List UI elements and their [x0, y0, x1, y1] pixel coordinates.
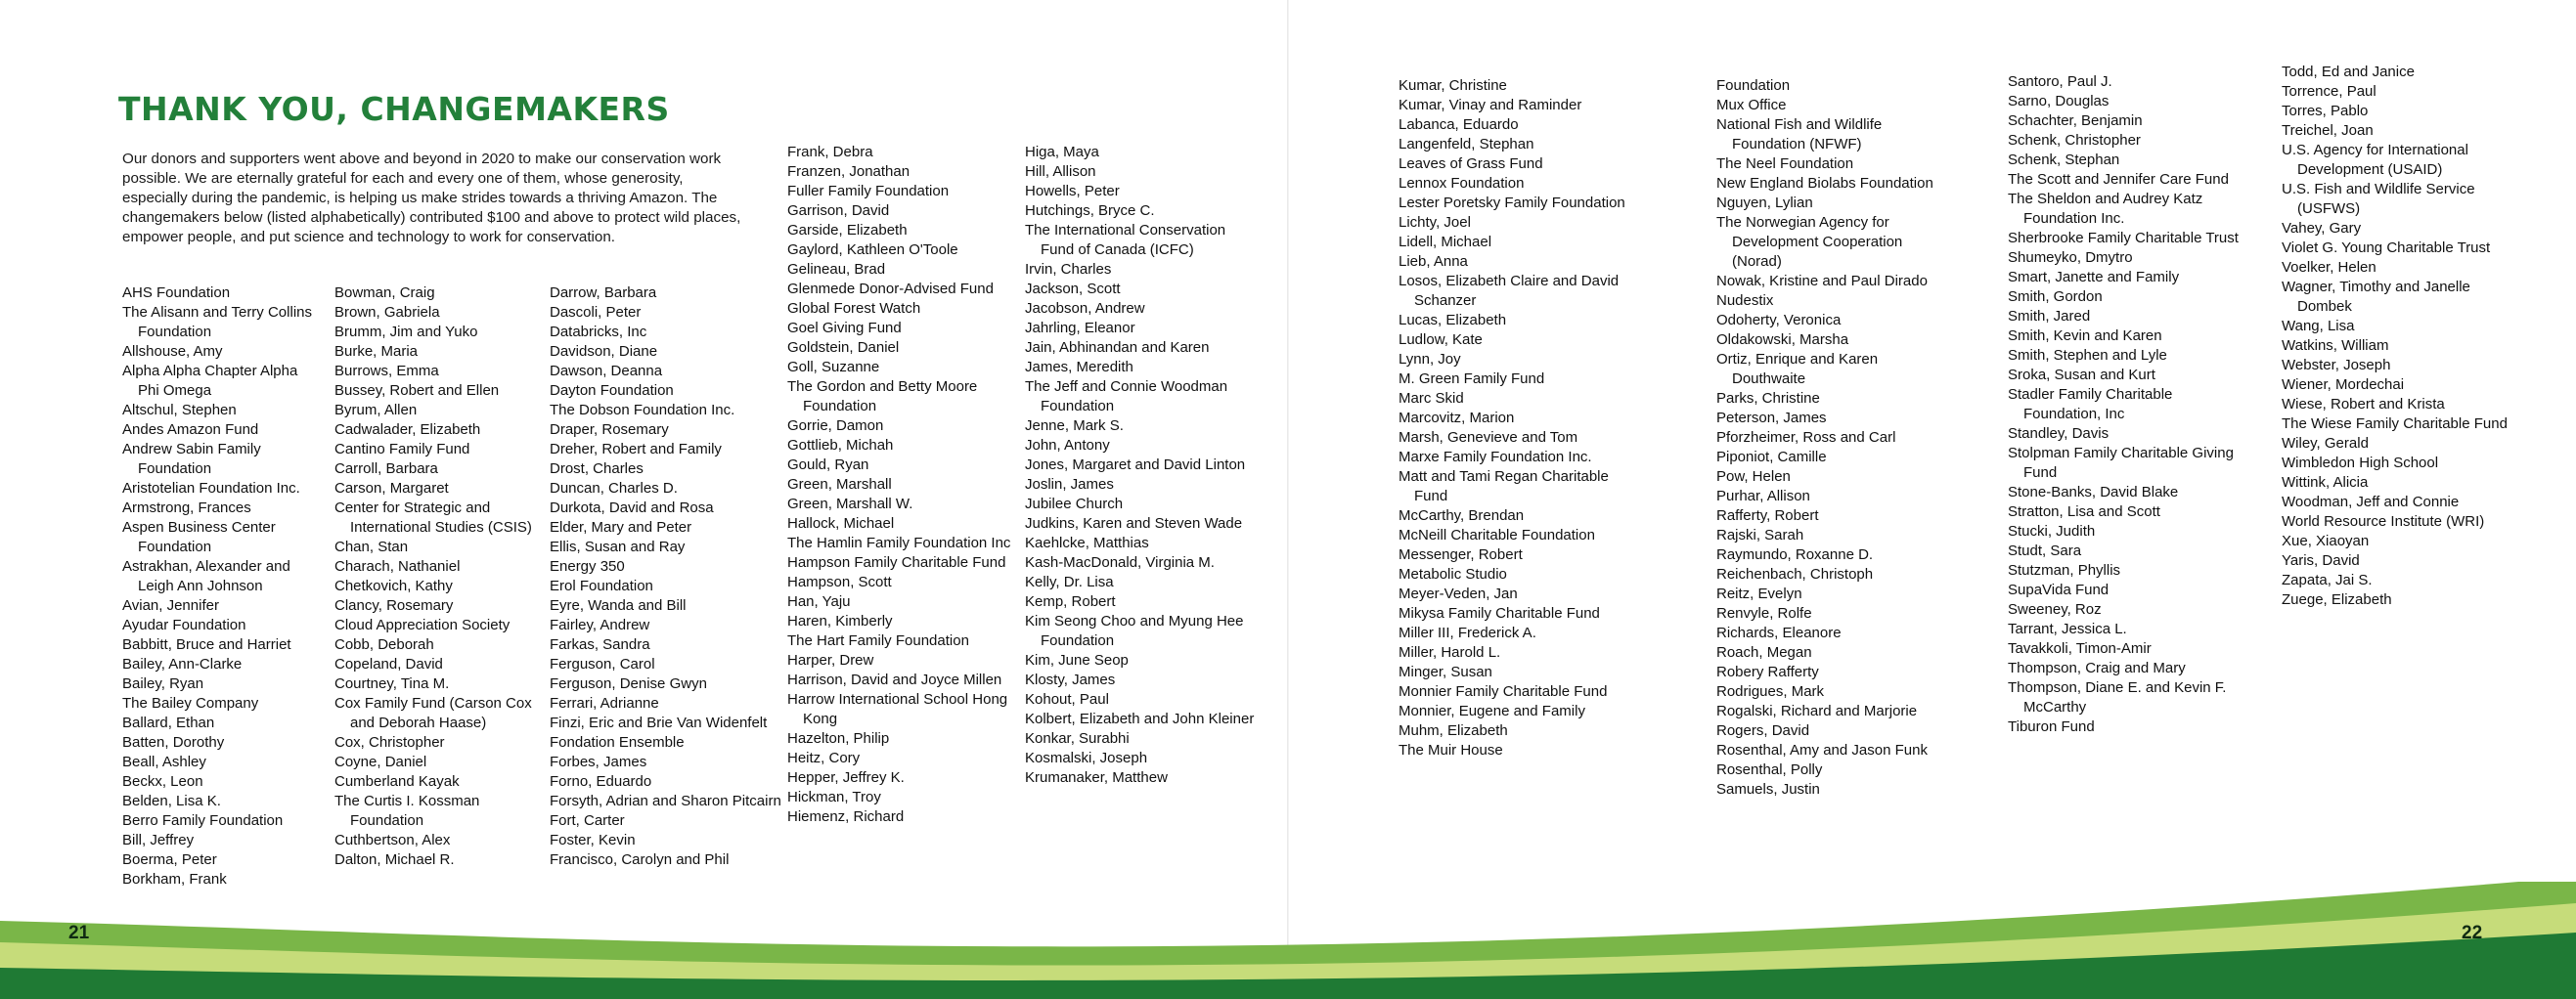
donor-name: Stadler Family Charitable Foundation, Inc	[2008, 386, 2173, 422]
donor-name: Mikysa Family Charitable Fund	[1399, 605, 1600, 622]
donor-name: Stone-Banks, David Blake	[2008, 484, 2179, 500]
donor-name: Lidell, Michael	[1399, 234, 1492, 250]
donor-name: Jacobson, Andrew	[1025, 300, 1145, 317]
donor-name: Drost, Charles	[550, 460, 644, 477]
donor-name: Joslin, James	[1025, 476, 1114, 493]
donor-name: Aspen Business Center Foundation	[122, 519, 276, 555]
donor-name: Tarrant, Jessica L.	[2008, 621, 2127, 637]
donor-name: Altschul, Stephen	[122, 402, 237, 418]
donor-name: Samuels, Justin	[1716, 781, 1820, 798]
donor-name: Glenmede Donor-Advised Fund	[787, 281, 994, 297]
donor-name: Franzen, Jonathan	[787, 163, 910, 180]
donor-name: New England Biolabs Foundation	[1716, 175, 1933, 192]
donor-name: Dayton Foundation	[550, 382, 674, 399]
donor-name: Avian, Jennifer	[122, 597, 219, 614]
donor-name: Foundation	[1716, 77, 1791, 94]
donor-name: Gorrie, Damon	[787, 417, 884, 434]
donor-name: Lynn, Joy	[1399, 351, 1461, 368]
donor-name: Lichty, Joel	[1399, 214, 1471, 231]
donor-name: Judkins, Karen and Steven Wade	[1025, 515, 1243, 532]
donor-name: Han, Yaju	[787, 593, 851, 610]
donor-name: AHS Foundation	[122, 284, 231, 301]
donor-name: The Hart Family Foundation	[787, 632, 969, 649]
donor-name: Babbitt, Bruce and Harriet	[122, 636, 291, 653]
donor-name: U.S. Agency for International Development (USAID)	[2282, 142, 2468, 178]
donor-name: Rogalski, Richard and Marjorie	[1716, 703, 1918, 719]
donor-name: Cox, Christopher	[334, 734, 445, 751]
donor-name: Courtney, Tina M.	[334, 675, 450, 692]
donor-name: Boerma, Peter	[122, 851, 217, 868]
donor-name: Global Forest Watch	[787, 300, 921, 317]
donor-name: Matt and Tami Regan Charitable Fund	[1399, 468, 1609, 504]
donor-name: Ferguson, Carol	[550, 656, 655, 673]
donor-name: Harper, Drew	[787, 652, 874, 669]
donor-name: Peterson, James	[1716, 410, 1827, 426]
donor-name: Shumeyko, Dmytro	[2008, 249, 2133, 266]
donor-column-7	[1716, 76, 1951, 800]
donor-name: Harrow International School Hong Kong	[787, 691, 1008, 727]
donor-name: National Fish and Wildlife Foundation (NFWF)	[1716, 116, 1883, 152]
donor-name: Kohout, Paul	[1025, 691, 1109, 708]
donor-name: Roach, Megan	[1716, 644, 1812, 661]
donor-name: Chetkovich, Kathy	[334, 578, 453, 594]
donor-name: Tavakkoli, Timon-Amir	[2008, 640, 2152, 657]
donor-name: Databricks, Inc	[550, 324, 647, 340]
donor-name: The Dobson Foundation Inc.	[550, 402, 735, 418]
donor-name: Santoro, Paul J.	[2008, 73, 2112, 90]
donor-name: Kumar, Christine	[1399, 77, 1507, 94]
donor-name: Hill, Allison	[1025, 163, 1096, 180]
donor-name: Smart, Janette and Family	[2008, 269, 2180, 285]
donor-name: Eyre, Wanda and Bill	[550, 597, 687, 614]
donor-name: Stolpman Family Charitable Giving Fund	[2008, 445, 2234, 481]
donor-name: Draper, Rosemary	[550, 421, 669, 438]
donor-name: Todd, Ed and Janice	[2282, 64, 2415, 80]
donor-name: Hampson, Scott	[787, 574, 892, 590]
donor-name: Rogers, David	[1716, 722, 1810, 739]
donor-name: Cantino Family Fund	[334, 441, 470, 457]
donor-name: Heitz, Cory	[787, 750, 861, 766]
donor-name: Lucas, Elizabeth	[1399, 312, 1507, 328]
donor-name: Ferrari, Adrianne	[550, 695, 659, 712]
donor-name: Violet G. Young Charitable Trust	[2282, 239, 2491, 256]
donor-name: Dascoli, Peter	[550, 304, 642, 321]
donor-name: Coyne, Daniel	[334, 754, 427, 770]
donor-name: Cuthbertson, Alex	[334, 832, 451, 848]
donor-name: Kemp, Robert	[1025, 593, 1116, 610]
donor-name: Jones, Margaret and David Linton	[1025, 456, 1246, 473]
donor-name: The Muir House	[1399, 742, 1503, 759]
donor-name: Erol Foundation	[550, 578, 653, 594]
donor-name: Carson, Margaret	[334, 480, 449, 497]
donor-name: Forsyth, Adrian and Sharon Pitcairn	[550, 793, 781, 809]
donor-name: Dreher, Robert and Family	[550, 441, 722, 457]
donor-name: Nudestix	[1716, 292, 1774, 309]
donor-name: Belden, Lisa K.	[122, 793, 221, 809]
donor-name: Smith, Jared	[2008, 308, 2091, 325]
donor-name: Leaves of Grass Fund	[1399, 155, 1543, 172]
donor-name: Finzi, Eric and Brie Van Widenfelt	[550, 715, 768, 731]
donor-name: Vahey, Gary	[2282, 220, 2362, 237]
donor-name: Sweeney, Roz	[2008, 601, 2102, 618]
donor-name: Jubilee Church	[1025, 496, 1124, 512]
donor-name: Fairley, Andrew	[550, 617, 650, 633]
donor-name: Garside, Elizabeth	[787, 222, 908, 239]
donor-name: Smith, Stephen and Lyle	[2008, 347, 2167, 364]
donor-name: Miller III, Frederick A.	[1399, 625, 1536, 641]
donor-name: Stucki, Judith	[2008, 523, 2096, 540]
donor-name: Reitz, Evelyn	[1716, 586, 1802, 602]
donor-name: Raymundo, Roxanne D.	[1716, 546, 1874, 563]
donor-name: Clancy, Rosemary	[334, 597, 454, 614]
page-number-left: 21	[68, 923, 90, 943]
donor-name: U.S. Fish and Wildlife Service (USFWS)	[2282, 181, 2475, 217]
donor-name: Lennox Foundation	[1399, 175, 1525, 192]
donor-name: Goel Giving Fund	[787, 320, 902, 336]
donor-name: Harrison, David and Joyce Millen	[787, 672, 1002, 688]
donor-name: The Norwegian Agency for Development Cooperation (Norad)	[1716, 214, 1903, 270]
donor-name: Cumberland Kayak	[334, 773, 460, 790]
donor-name: Smith, Gordon	[2008, 288, 2103, 305]
donor-name: Ludlow, Kate	[1399, 331, 1483, 348]
donor-name: Webster, Joseph	[2282, 357, 2391, 373]
donor-name: Alpha Alpha Chapter Alpha Phi Omega	[122, 363, 298, 399]
donor-name: Center for Strategic and International Studies (CSIS)	[334, 500, 532, 536]
donor-name: Garrison, David	[787, 202, 890, 219]
donor-name: McCarthy, Brendan	[1399, 507, 1525, 524]
donor-name: Forno, Eduardo	[550, 773, 652, 790]
donor-name: Duncan, Charles D.	[550, 480, 678, 497]
donor-name: Jain, Abhinandan and Karen	[1025, 339, 1210, 356]
donor-name: Smith, Kevin and Karen	[2008, 327, 2162, 344]
donor-name: Bailey, Ann-Clarke	[122, 656, 243, 673]
donor-name: Pow, Helen	[1716, 468, 1791, 485]
donor-name: Ortiz, Enrique and Karen Douthwaite	[1716, 351, 1879, 387]
donor-name: Energy 350	[550, 558, 625, 575]
donor-name: Higa, Maya	[1025, 144, 1099, 160]
donor-name: Thompson, Craig and Mary	[2008, 660, 2186, 676]
donor-name: Monnier, Eugene and Family	[1399, 703, 1585, 719]
donor-name: Farkas, Sandra	[550, 636, 650, 653]
donor-name: Bussey, Robert and Ellen	[334, 382, 500, 399]
donor-name: Jahrling, Eleanor	[1025, 320, 1135, 336]
donor-name: Hepper, Jeffrey K.	[787, 769, 905, 786]
donor-name: Oldakowski, Marsha	[1716, 331, 1849, 348]
donor-name: Allshouse, Amy	[122, 343, 223, 360]
donor-name: Kim, June Seop	[1025, 652, 1129, 669]
donor-name: Studt, Sara	[2008, 543, 2082, 559]
donor-name: Kaehlcke, Matthias	[1025, 535, 1149, 551]
donor-name: Tiburon Fund	[2008, 718, 2095, 735]
donor-name: Burke, Maria	[334, 343, 419, 360]
donor-name: Bailey, Ryan	[122, 675, 204, 692]
donor-name: Messenger, Robert	[1399, 546, 1523, 563]
donor-name: Brumm, Jim and Yuko	[334, 324, 478, 340]
donor-name: Chan, Stan	[334, 539, 409, 555]
donor-name: Gelineau, Brad	[787, 261, 886, 278]
donor-name: Mux Office	[1716, 97, 1787, 113]
donor-name: Rodrigues, Mark	[1716, 683, 1825, 700]
donor-name: The Neel Foundation	[1716, 155, 1854, 172]
donor-name: Frank, Debra	[787, 144, 873, 160]
donor-name: Wimbledon High School	[2282, 455, 2439, 471]
donor-name: Cloud Appreciation Society	[334, 617, 511, 633]
donor-name: Hallock, Michael	[787, 515, 895, 532]
donor-name: Cobb, Deborah	[334, 636, 434, 653]
donor-name: Jackson, Scott	[1025, 281, 1121, 297]
donor-name: Xue, Xiaoyan	[2282, 533, 2370, 549]
donor-name: Aristotelian Foundation Inc.	[122, 480, 300, 497]
donor-name: Berro Family Foundation	[122, 812, 284, 829]
donor-name: Rajski, Sarah	[1716, 527, 1804, 543]
donor-column-2	[334, 283, 542, 870]
donor-name: The Wiese Family Charitable Fund	[2282, 415, 2508, 432]
donor-name: Fuller Family Foundation	[787, 183, 950, 199]
donor-name: The Gordon and Betty Moore Foundation	[787, 378, 978, 414]
donor-name: John, Antony	[1025, 437, 1110, 454]
donor-name: Stratton, Lisa and Scott	[2008, 503, 2160, 520]
donor-name: Sroka, Susan and Kurt	[2008, 367, 2155, 383]
donor-name: Reichenbach, Christoph	[1716, 566, 1874, 583]
page-heading: THANK YOU, CHANGEMAKERS	[118, 90, 670, 128]
donor-name: Treichel, Joan	[2282, 122, 2374, 139]
donor-name: Ballard, Ethan	[122, 715, 215, 731]
donor-name: Dalton, Michael R.	[334, 851, 455, 868]
donor-name: Rosenthal, Amy and Jason Funk	[1716, 742, 1928, 759]
donor-name: Howells, Peter	[1025, 183, 1120, 199]
donor-name: Nowak, Kristine and Paul Dirado	[1716, 273, 1928, 289]
intro-paragraph: Our donors and supporters went above and beyond in 2020 to make our conservation work possible. We are eternally grateful for each and every one of them, whose generosity, especially during the pandemic, is helping us make strides towards a thriving Amazon. The changemakers below (listed alphabetically) contributed $100 and above to protect wild places, empower people, and put science and technology to work for conservation.	[122, 151, 741, 245]
donor-name: Burrows, Emma	[334, 363, 439, 379]
donor-column-9	[2282, 63, 2516, 610]
donor-name: Schenk, Christopher	[2008, 132, 2141, 149]
donor-name: Bowman, Craig	[334, 284, 435, 301]
donor-name: The Hamlin Family Foundation Inc	[787, 535, 1011, 551]
donor-name: Sarno, Douglas	[2008, 93, 2110, 109]
donor-name: Hickman, Troy	[787, 789, 881, 805]
donor-name: Bill, Jeffrey	[122, 832, 195, 848]
donor-name: Purhar, Allison	[1716, 488, 1810, 504]
donor-name: James, Meredith	[1025, 359, 1133, 375]
donor-name: Marxe Family Foundation Inc.	[1399, 449, 1592, 465]
donor-name: Astrakhan, Alexander and Leigh Ann Johnson	[122, 558, 290, 594]
donor-name: Wiese, Robert and Krista	[2282, 396, 2445, 413]
donor-name: Marcovitz, Marion	[1399, 410, 1515, 426]
donor-name: Gottlieb, Michah	[787, 437, 894, 454]
donor-name: Brown, Gabriela	[334, 304, 440, 321]
donor-name: Robery Rafferty	[1716, 664, 1819, 680]
donor-name: Durkota, David and Rosa	[550, 500, 714, 516]
donor-name: Beall, Ashley	[122, 754, 206, 770]
donor-name: Green, Marshall W.	[787, 496, 913, 512]
donor-name: Darrow, Barbara	[550, 284, 657, 301]
donor-name: Goll, Suzanne	[787, 359, 880, 375]
donor-name: Andrew Sabin Family Foundation	[122, 441, 261, 477]
donor-name: Borkham, Frank	[122, 871, 227, 888]
donor-name: Forbes, James	[550, 754, 647, 770]
donor-name: Charach, Nathaniel	[334, 558, 461, 575]
donor-column-8	[2008, 72, 2243, 737]
donor-name: Ayudar Foundation	[122, 617, 246, 633]
donor-name: Gaylord, Kathleen O'Toole	[787, 241, 958, 258]
donor-name: Standley, Davis	[2008, 425, 2110, 442]
donor-name: Fort, Carter	[550, 812, 625, 829]
page-gutter	[1287, 0, 1289, 999]
donor-name: Wiley, Gerald	[2282, 435, 2369, 452]
donor-column-1	[122, 283, 323, 890]
donor-name: Lieb, Anna	[1399, 253, 1468, 270]
donor-name: Zapata, Jai S.	[2282, 572, 2373, 588]
donor-name: Konkar, Surabhi	[1025, 730, 1130, 747]
donor-name: Parks, Christine	[1716, 390, 1820, 407]
donor-name: Kolbert, Elizabeth and John Kleiner	[1025, 711, 1255, 727]
donor-name: Batten, Dorothy	[122, 734, 225, 751]
donor-name: Wang, Lisa	[2282, 318, 2355, 334]
donor-name: The Bailey Company	[122, 695, 259, 712]
donor-name: Elder, Mary and Peter	[550, 519, 692, 536]
donor-name: Schachter, Benjamin	[2008, 112, 2143, 129]
donor-name: Miller, Harold L.	[1399, 644, 1501, 661]
donor-name: Hampson Family Charitable Fund	[787, 554, 1006, 571]
donor-name: The Curtis I. Kossman Foundation	[334, 793, 480, 829]
donor-name: Wiener, Mordechai	[2282, 376, 2405, 393]
donor-name: The Jeff and Connie Woodman Foundation	[1025, 378, 1228, 414]
donor-name: Foster, Kevin	[550, 832, 636, 848]
donor-name: Piponiot, Camille	[1716, 449, 1827, 465]
donor-name: Langenfeld, Stephan	[1399, 136, 1534, 152]
donor-name: Zuege, Elizabeth	[2282, 591, 2392, 608]
donor-name: Kash-MacDonald, Virginia M.	[1025, 554, 1215, 571]
donor-name: Renvyle, Rolfe	[1716, 605, 1812, 622]
donor-name: Nguyen, Lylian	[1716, 195, 1813, 211]
donor-name: Voelker, Helen	[2282, 259, 2376, 276]
donor-name: Odoherty, Veronica	[1716, 312, 1842, 328]
donor-column-4	[787, 143, 1017, 827]
donor-name: Carroll, Barbara	[334, 460, 438, 477]
donor-name: The Alisann and Terry Collins Foundation	[122, 304, 312, 340]
donor-name: Ellis, Susan and Ray	[550, 539, 686, 555]
donor-name: Minger, Susan	[1399, 664, 1492, 680]
donor-name: Andes Amazon Fund	[122, 421, 259, 438]
donor-name: Kumar, Vinay and Raminder	[1399, 97, 1582, 113]
donor-name: Krumanaker, Matthew	[1025, 769, 1168, 786]
donor-name: Thompson, Diane E. and Kevin F. McCarthy	[2008, 679, 2227, 716]
donor-name: McNeill Charitable Foundation	[1399, 527, 1595, 543]
donor-name: Beckx, Leon	[122, 773, 203, 790]
donor-name: SupaVida Fund	[2008, 582, 2110, 598]
donor-name: Wagner, Timothy and Janelle Dombek	[2282, 279, 2470, 315]
donor-name: Sherbrooke Family Charitable Trust	[2008, 230, 2239, 246]
donor-name: Klosty, James	[1025, 672, 1116, 688]
donor-name: Hutchings, Bryce C.	[1025, 202, 1155, 219]
donor-name: Monnier Family Charitable Fund	[1399, 683, 1608, 700]
donor-name: Cox Family Fund (Carson Cox and Deborah Haase)	[334, 695, 532, 731]
donor-column-6	[1399, 76, 1633, 760]
donor-name: Kim Seong Choo and Myung Hee Foundation	[1025, 613, 1244, 649]
donor-name: Rosenthal, Polly	[1716, 761, 1823, 778]
donor-name: Schenk, Stephan	[2008, 152, 2120, 168]
donor-name: Haren, Kimberly	[787, 613, 893, 630]
donor-name: Watkins, William	[2282, 337, 2389, 354]
donor-name: M. Green Family Fund	[1399, 370, 1545, 387]
donor-name: Francisco, Carolyn and Phil	[550, 851, 730, 868]
decorative-wave-footer	[0, 882, 2576, 999]
donor-name: The Sheldon and Audrey Katz Foundation Inc.	[2008, 191, 2203, 227]
donor-name: Cadwalader, Elizabeth	[334, 421, 481, 438]
donor-name: Irvin, Charles	[1025, 261, 1112, 278]
donor-name: Woodman, Jeff and Connie	[2282, 494, 2460, 510]
donor-name: Green, Marshall	[787, 476, 892, 493]
donor-name: Dawson, Deanna	[550, 363, 663, 379]
donor-name: Stutzman, Phyllis	[2008, 562, 2121, 579]
donor-name: Goldstein, Daniel	[787, 339, 900, 356]
donor-name: Rafferty, Robert	[1716, 507, 1819, 524]
donor-name: Gould, Ryan	[787, 456, 869, 473]
donor-name: Copeland, David	[334, 656, 443, 673]
donor-name: Kelly, Dr. Lisa	[1025, 574, 1114, 590]
donor-name: The Scott and Jennifer Care Fund	[2008, 171, 2229, 188]
donor-name: Lester Poretsky Family Foundation	[1399, 195, 1625, 211]
donor-name: Metabolic Studio	[1399, 566, 1507, 583]
donor-name: Marsh, Genevieve and Tom	[1399, 429, 1578, 446]
donor-name: Hiemenz, Richard	[787, 808, 905, 825]
donor-name: Ferguson, Denise Gwyn	[550, 675, 707, 692]
donor-name: Yaris, David	[2282, 552, 2360, 569]
donor-name: Kosmalski, Joseph	[1025, 750, 1148, 766]
donor-name: Labanca, Eduardo	[1399, 116, 1519, 133]
donor-column-3	[550, 283, 784, 870]
donor-name: Losos, Elizabeth Claire and David Schanzer	[1399, 273, 1620, 309]
donor-column-5	[1025, 143, 1260, 788]
donor-name: Armstrong, Frances	[122, 500, 251, 516]
donor-name: Torres, Pablo	[2282, 103, 2369, 119]
donor-name: Richards, Eleanore	[1716, 625, 1842, 641]
donor-name: World Resource Institute (WRI)	[2282, 513, 2485, 530]
donor-name: Fondation Ensemble	[550, 734, 685, 751]
donor-name: Davidson, Diane	[550, 343, 658, 360]
donor-name: Byrum, Allen	[334, 402, 418, 418]
donor-name: Marc Skid	[1399, 390, 1464, 407]
donor-name: Torrence, Paul	[2282, 83, 2376, 100]
donor-name: The International Conservation Fund of Canada (ICFC)	[1025, 222, 1226, 258]
donor-name: Jenne, Mark S.	[1025, 417, 1124, 434]
donor-name: Meyer-Veden, Jan	[1399, 586, 1518, 602]
donor-name: Wittink, Alicia	[2282, 474, 2369, 491]
page-number-right: 22	[2462, 923, 2483, 943]
donor-name: Hazelton, Philip	[787, 730, 890, 747]
donor-name: Pforzheimer, Ross and Carl	[1716, 429, 1896, 446]
donor-name: Muhm, Elizabeth	[1399, 722, 1508, 739]
